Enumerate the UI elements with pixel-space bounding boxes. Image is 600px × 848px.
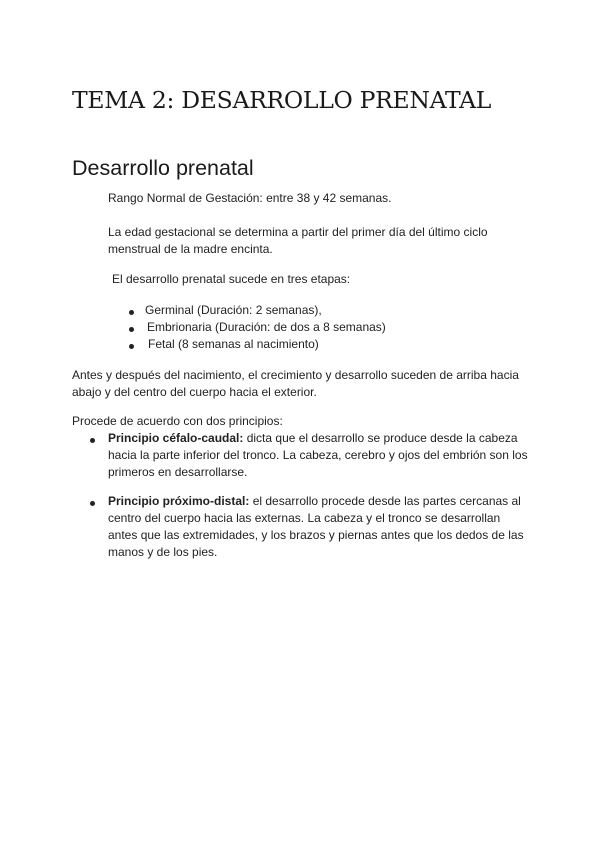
- stages-intro-text: El desarrollo prenatal sucede en tres etapas:: [112, 272, 351, 286]
- bullet-icon: [90, 501, 95, 506]
- principle-item: [108, 430, 528, 481]
- bullet-icon: [129, 327, 134, 332]
- bullet-icon: [129, 344, 134, 349]
- stage-item: Fetal (8 semanas al nacimiento): [148, 337, 319, 351]
- gestation-range-text: Rango Normal de Gestación: entre 38 y 42 semanas.: [108, 191, 392, 205]
- document-title: TEMA 2: DESARROLLO PRENATAL: [72, 86, 492, 114]
- bullet-icon: [90, 438, 95, 443]
- principle-name: Principio céfalo-caudal:: [108, 431, 244, 445]
- section-heading: Desarrollo prenatal: [72, 156, 254, 180]
- principles-intro-text: Procede de acuerdo con dos principios:: [72, 414, 283, 428]
- principle-description: el desarrollo procede desde las partes cercanas al centro del cuerpo hacia las externas. La cabeza y el tronco se desarrollan antes que las extremidades, y los brazos y piernas antes que los dedos de las manos y de los pies.: [108, 494, 524, 559]
- growth-paragraph: Antes y después del nacimiento, el crecimiento y desarrollo suceden de arriba hacia abajo y del centro del cuerpo hacia el exterior.: [72, 368, 519, 399]
- principle-description: dicta que el desarrollo se produce desde la cabeza hacia la parte inferior del tronco. La cabeza, cerebro y ojos del embrión son los primeros en desarrollarse.: [108, 431, 528, 479]
- bullet-icon: [129, 310, 134, 315]
- principle-item: [108, 493, 528, 561]
- gestational-age-text: La edad gestacional se determina a partir del primer día del último ciclo menstrual de la madre encinta.: [108, 225, 488, 256]
- principle-name: Principio próximo-distal:: [108, 494, 250, 508]
- stage-item: Germinal (Duración: 2 semanas),: [145, 303, 322, 317]
- stage-item: Embrionaria (Duración: de dos a 8 semanas): [147, 320, 386, 334]
